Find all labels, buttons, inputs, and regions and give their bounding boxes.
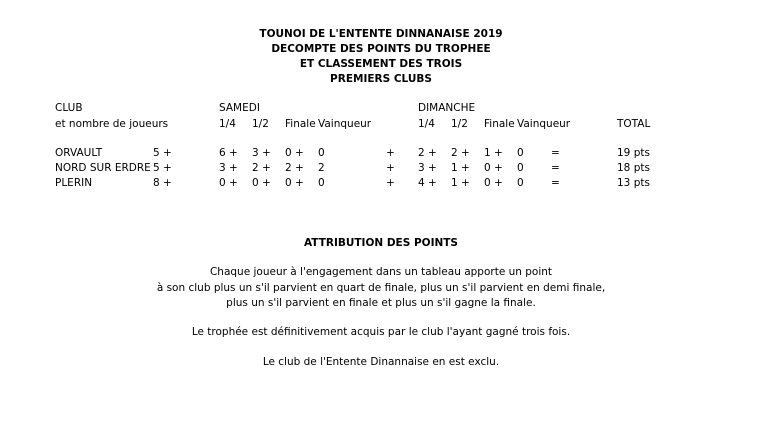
- header-sat-quarter: 1/4: [219, 118, 236, 130]
- header-sat-half: 1/2: [252, 118, 269, 130]
- page-title: [0, 27, 762, 87]
- row-sun-quarter: 3 +: [418, 162, 437, 174]
- row-sun-final: 1 +: [484, 147, 503, 159]
- row-sat-winner: 0: [318, 147, 325, 159]
- attribution-paragraph-3: [0, 355, 762, 371]
- header-sun-quarter: 1/4: [418, 118, 435, 130]
- trophy-rule: Le trophée est définitivement acquis par le club l'ayant gagné trois fois.: [191, 326, 571, 338]
- row-plus: +: [386, 147, 395, 159]
- row-club: ORVAULT: [55, 147, 103, 159]
- header-samedi: SAMEDI: [219, 102, 260, 114]
- row-sat-winner: 2: [318, 162, 325, 174]
- row-sun-half: 2 +: [451, 147, 470, 159]
- row-sun-quarter: 4 +: [418, 177, 437, 189]
- row-players: 8 +: [153, 177, 172, 189]
- row-sat-quarter: 0 +: [219, 177, 238, 189]
- title-line-2: DECOMPTE DES POINTS DU TROPHEE: [271, 43, 491, 55]
- header-sat-final: Finale: [285, 118, 316, 130]
- row-sun-half: 1 +: [451, 162, 470, 174]
- row-sat-final: 0 +: [285, 177, 304, 189]
- row-club: NORD SUR ERDRE: [55, 162, 151, 174]
- row-total: 13 pts: [617, 177, 650, 189]
- title-line-3: ET CLASSEMENT DES TROIS: [299, 58, 463, 70]
- title-line-4: PREMIERS CLUBS: [330, 73, 432, 85]
- row-sun-final: 0 +: [484, 162, 503, 174]
- attribution-title: ATTRIBUTION DES POINTS: [304, 237, 458, 249]
- header-sun-final: Finale: [484, 118, 515, 130]
- header-total: TOTAL: [617, 118, 651, 130]
- attribution-line-1: Chaque joueur à l'engagement dans un tableau apporte un point: [209, 266, 553, 278]
- row-players: 5 +: [153, 162, 172, 174]
- exclusion-rule: Le club de l'Entente Dinannaise en est exclu.: [262, 356, 500, 368]
- row-equals: =: [551, 162, 560, 174]
- row-equals: =: [551, 147, 560, 159]
- row-sun-winner: 0: [517, 177, 524, 189]
- row-sat-final: 2 +: [285, 162, 304, 174]
- header-club: CLUB: [55, 102, 83, 114]
- attribution-paragraph-2: [0, 325, 762, 341]
- row-sun-final: 0 +: [484, 177, 503, 189]
- row-plus: +: [386, 162, 395, 174]
- row-sat-final: 0 +: [285, 147, 304, 159]
- row-equals: =: [551, 177, 560, 189]
- attribution-paragraph-1: [0, 265, 762, 312]
- row-club: PLERIN: [55, 177, 93, 189]
- row-sat-quarter: 6 +: [219, 147, 238, 159]
- header-sat-winner: Vainqueur: [318, 118, 372, 130]
- row-sun-half: 1 +: [451, 177, 470, 189]
- row-sun-quarter: 2 +: [418, 147, 437, 159]
- row-players: 5 +: [153, 147, 172, 159]
- row-sat-half: 2 +: [252, 162, 271, 174]
- row-sat-half: 0 +: [252, 177, 271, 189]
- row-sat-half: 3 +: [252, 147, 271, 159]
- title-line-1: TOUNOI DE L'ENTENTE DINNANAISE 2019: [259, 28, 503, 40]
- row-sat-quarter: 3 +: [219, 162, 238, 174]
- row-sun-winner: 0: [517, 147, 524, 159]
- row-plus: +: [386, 177, 395, 189]
- header-sun-half: 1/2: [451, 118, 468, 130]
- row-total: 18 pts: [617, 162, 650, 174]
- header-sun-winner: Vainqueur: [517, 118, 571, 130]
- header-club-sub: et nombre de joueurs: [55, 118, 169, 130]
- row-sun-winner: 0: [517, 162, 524, 174]
- row-sat-winner: 0: [318, 177, 325, 189]
- attribution-line-2: à son club plus un s'il parvient en quart de finale, plus un s'il parvient en demi finale,: [156, 281, 606, 294]
- attribution-line-3: plus un s'il parvient en finale et plus un s'il gagne la finale.: [226, 297, 536, 309]
- row-total: 19 pts: [617, 147, 650, 159]
- header-dimanche: DIMANCHE: [418, 102, 476, 114]
